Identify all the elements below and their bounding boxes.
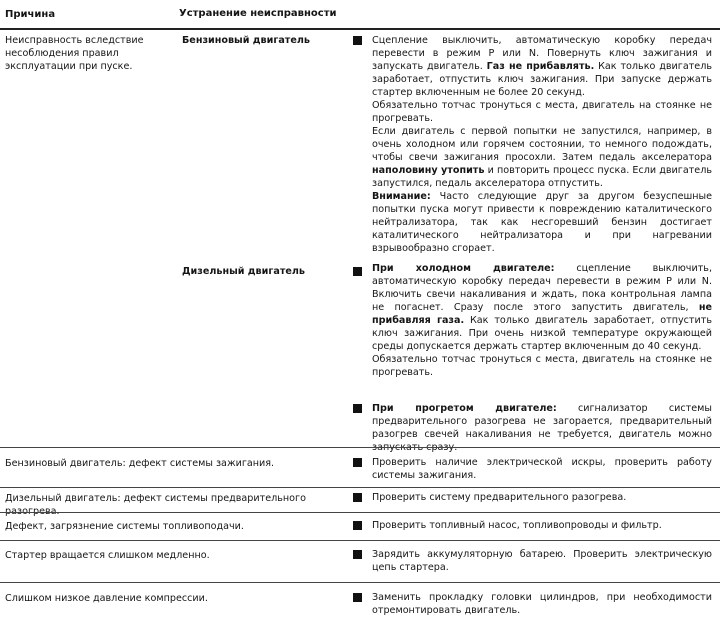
bullet-icon <box>353 267 362 276</box>
bullet-icon <box>353 36 362 45</box>
row-divider <box>0 512 720 513</box>
petrol-instructions: Сцепление выключить, автоматическую коробку передач перевести в режим P или N. Повернуть ключ зажигания и запускать двигатель. Газ не прибавлять. Как только двигатель заработает, отпустить ключ зажигания. При запуске держать стартер включенным не более 20 секунд. Обязательно тотчас тронуться с места, двигатель на стоянке не прогревать. Если двигатель с первой попытки не запустился, например, в очень холодном или горячем состоянии, то немного подождать, чтобы свечи зажигания просохли. Затем педаль акселератора наполовину утопить и повторить процесс пуска. Если двигатель запустился, педаль акселератора отпустить. Внимание: Часто следующие друг за другом безуспешные попытки пуска могут привести к повреждению каталитического нейтрализатора, так как несгоревший бензин достигает каталитического нейтрализатора и при нагревании взрывообразно сгорает. <box>372 35 712 254</box>
cause-startup: Неисправность вследствие несоблюдения правил эксплуатации при пуске. <box>5 35 144 72</box>
column-header-fix: Устранение неисправности <box>179 8 337 19</box>
bullet-icon <box>353 521 362 530</box>
cause-ignition: Бензиновый двигатель: дефект системы зажигания. <box>5 458 275 469</box>
cause-compression: Слишком низкое давление компрессии. <box>5 593 208 604</box>
column-header-cause: Причина <box>5 9 56 20</box>
bullet-icon <box>353 404 362 413</box>
petrol-engine-label: Бензиновый двигатель <box>182 35 310 46</box>
bullet-icon <box>353 458 362 467</box>
fix-compression: Заменить прокладку головки цилиндров, при необходимости отремонтировать двигатель. <box>372 592 712 616</box>
diesel-engine-label: Дизельный двигатель <box>182 266 305 277</box>
row-divider <box>0 487 720 488</box>
diesel-warm-instructions: При прогретом двигателе: сигнализатор системы предварительного разогрева не загорается, предварительный разогрев свечей накаливания не требуется, двигатель можно запускать сразу. <box>372 403 712 453</box>
cause-preheat: Дизельный двигатель: дефект системы предварительного разогрева. <box>5 493 306 517</box>
diesel-cold-instructions: При холодном двигателе: сцепление выключить, автоматическую коробку передач перевести в режим P или N. Включить свечи накаливания и ждать, пока контрольная лампа не погаснет. Сразу после этого запустить двигатель, не прибавляя газа. Как только двигатель заработает, отпустить ключ зажигания. При очень низкой температуре окружающей среды допускается держать стартер включенным до 40 секунд. Обязательно тотчас тронуться с места, двигатель на стоянке не прогревать. <box>372 263 713 378</box>
fix-fuel: Проверить топливный насос, топливопроводы и фильтр. <box>372 520 662 531</box>
row-divider <box>0 447 720 448</box>
bullet-icon <box>353 593 362 602</box>
row-divider <box>0 540 720 541</box>
fix-starter: Зарядить аккумуляторную батарею. Проверить электрическую цепь стартера. <box>372 549 712 573</box>
bullet-icon <box>353 550 362 559</box>
bullet-icon <box>353 493 362 502</box>
fix-preheat: Проверить систему предварительного разогрева. <box>372 492 627 503</box>
cause-fuel: Дефект, загрязнение системы топливоподачи. <box>5 521 244 532</box>
cause-starter: Стартер вращается слишком медленно. <box>5 550 210 561</box>
fix-ignition: Проверить наличие электрической искры, проверить работу системы зажигания. <box>372 457 712 481</box>
table-header <box>0 0 720 30</box>
row-divider <box>0 582 720 583</box>
